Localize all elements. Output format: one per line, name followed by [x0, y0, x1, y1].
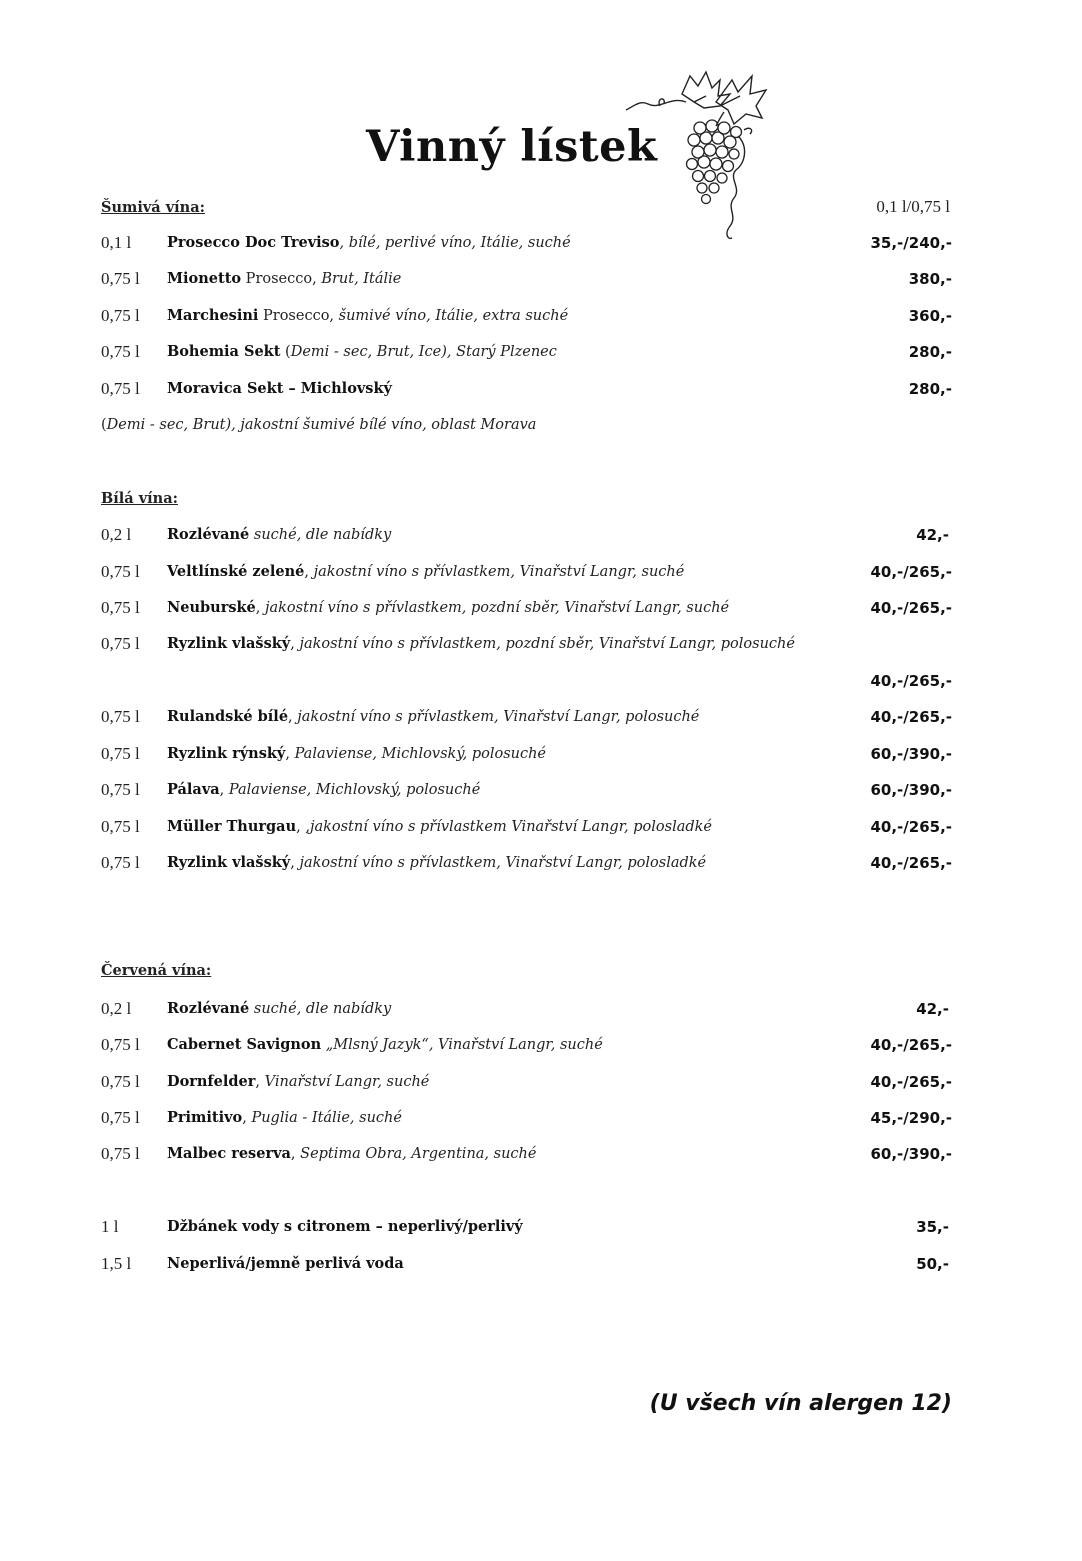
item-text: , [255, 1074, 265, 1090]
menu-item [101, 269, 952, 291]
item-name: Malbec reserva [167, 1145, 291, 1162]
grape-vine-icon [620, 66, 770, 246]
page-title: Vinný lístek [366, 122, 658, 172]
item-name: Prosecco Doc Treviso [167, 234, 340, 251]
item-description [167, 1000, 391, 1017]
item-description [167, 854, 706, 871]
section-heading-sparkling: Šumivá vína: [101, 199, 205, 216]
item-note [101, 417, 536, 433]
item-price: 40,-/265,- [870, 1073, 952, 1091]
section-heading-white: Bílá vína: [101, 490, 178, 507]
item-description [167, 635, 795, 652]
menu-item [101, 853, 952, 875]
item-details: jakostní víno s přívlastkem, Vinařství Langr, suché [313, 564, 685, 580]
item-name: Ryzlink vlašský [167, 635, 291, 652]
item-volume: 0,75 l [101, 379, 140, 398]
item-name: Marchesini [167, 307, 259, 324]
item-description [167, 1036, 603, 1053]
item-name: Cabernet Savignon [167, 1036, 322, 1053]
item-details: Demi - sec, Brut, Ice), Starý Plzenec [290, 344, 557, 360]
item-volume: 0,75 l [101, 562, 140, 581]
item-text: , [290, 636, 300, 652]
item-details: „Mlsný Jazyk“, Vinařství Langr, suché [325, 1037, 603, 1053]
menu-item [101, 634, 952, 656]
item-name: Rozlévané [167, 526, 250, 543]
item-name: Rulandské bílé [167, 708, 289, 725]
item-details: Palaviense, Michlovský, polosuché [228, 782, 481, 798]
item-description [167, 1218, 523, 1235]
menu-item [101, 1072, 952, 1094]
item-volume: 0,75 l [101, 634, 140, 653]
item-text: , [255, 600, 265, 616]
item-volume: 0,75 l [101, 707, 140, 726]
item-volume: 0,75 l [101, 780, 140, 799]
item-description [167, 563, 684, 580]
item-name: Müller Thurgau [167, 818, 297, 835]
item-text: , [242, 1110, 252, 1126]
item-details: jakostní víno s přívlastkem, Vinařství Langr, polosladké [299, 855, 707, 871]
item-price: 42,- [916, 526, 949, 544]
item-details: Vinařství Langr, suché [264, 1074, 430, 1090]
item-volume: 0,75 l [101, 853, 140, 872]
item-price: 42,- [916, 1000, 949, 1018]
menu-item [101, 562, 952, 584]
item-volume: 0,75 l [101, 269, 140, 288]
item-text: Prosecco, [258, 308, 339, 324]
menu-item [101, 233, 952, 255]
item-volume: 0,75 l [101, 1144, 140, 1163]
item-volume: 0,75 l [101, 817, 140, 836]
menu-item [101, 342, 952, 364]
item-name: Neperlivá/jemně perlivá voda [167, 1255, 404, 1272]
item-details: suché, dle nabídky [253, 1001, 392, 1017]
item-text: , [290, 1146, 301, 1162]
menu-item [101, 999, 952, 1021]
item-text: , [285, 746, 295, 762]
item-price: 35,-/240,- [870, 234, 952, 252]
item-details: Palaviense, Michlovský, polosuché [294, 746, 547, 762]
item-description [167, 234, 571, 251]
menu-item [101, 1108, 952, 1130]
item-price: 360,- [908, 307, 952, 325]
item-details: Puglia - Itálie, suché [251, 1110, 402, 1126]
menu-item [101, 1144, 952, 1166]
item-description [167, 526, 391, 543]
item-price: 280,- [908, 380, 952, 398]
item-volume: 0,75 l [101, 1035, 140, 1054]
item-price: 40,-/265,- [870, 599, 952, 617]
item-name: Veltlínské zelené [167, 563, 305, 580]
item-volume: 1 l [101, 1217, 119, 1236]
menu-item [101, 525, 952, 547]
item-description [167, 708, 699, 725]
item-description [167, 307, 568, 324]
item-details: jakostní víno s přívlastkem, pozdní sběr, Vinařství Langr, polosuché [299, 636, 795, 652]
item-name: Moravica Sekt – Michlovský [167, 380, 392, 397]
item-price: 45,-/290,- [870, 1109, 952, 1127]
item-name: Džbánek vody s citronem – neperlivý/perlivý [167, 1218, 523, 1235]
item-name: Rozlévané [167, 1000, 250, 1017]
item-description [167, 1145, 536, 1162]
item-volume: 0,75 l [101, 342, 140, 361]
section-heading-red: Červená vína: [101, 962, 212, 979]
column-header-volume: 0,1 l/0,75 l [876, 197, 950, 216]
item-price: 40,-/265,- [870, 563, 952, 581]
menu-item [101, 306, 952, 328]
item-price: 50,- [916, 1255, 949, 1273]
menu-item [101, 744, 952, 766]
item-volume: 0,75 l [101, 598, 140, 617]
item-volume: 0,75 l [101, 306, 140, 325]
item-price: 60,-/390,- [870, 1145, 952, 1163]
item-price: 60,-/390,- [870, 745, 952, 763]
note-details: Demi - sec, Brut), jakostní šumivé bílé víno, oblast Morava [106, 417, 537, 433]
item-details: , bílé, perlivé víno, Itálie, suché [339, 235, 571, 251]
item-details: šumivé víno, Itálie, extra suché [338, 308, 569, 324]
item-details: Septima Obra, Argentina, suché [300, 1146, 537, 1162]
item-details: Brut, Itálie [321, 271, 402, 287]
item-volume: 0,2 l [101, 999, 132, 1018]
item-text: , [304, 564, 314, 580]
item-price: 280,- [908, 343, 952, 361]
item-description [167, 599, 729, 616]
item-details: suché, dle nabídky [253, 527, 392, 543]
item-description [167, 380, 392, 397]
item-description [167, 745, 546, 762]
item-price: 40,-/265,- [870, 1036, 952, 1054]
menu-item [101, 817, 952, 839]
item-details: jakostní víno s přívlastkem, Vinařství Langr, polosuché [297, 709, 700, 725]
item-price: 40,-/265,- [870, 854, 952, 872]
item-description [167, 818, 712, 835]
item-text: ( [280, 344, 291, 360]
item-price: 40,-/265,- [870, 708, 952, 726]
item-volume: 0,2 l [101, 525, 132, 544]
item-volume: 0,75 l [101, 1108, 140, 1127]
item-name: Pálava [167, 781, 220, 798]
item-volume: 1,5 l [101, 1254, 132, 1273]
item-description [167, 270, 401, 287]
item-description [167, 781, 480, 798]
item-price: 40,-/265,- [870, 672, 952, 690]
item-volume: 0,75 l [101, 1072, 140, 1091]
menu-item [101, 1035, 952, 1057]
item-details: ,jakostní víno s přívlastkem Vinařství Langr, polosladké [305, 819, 713, 835]
item-description [167, 1109, 402, 1126]
item-text: , [219, 782, 229, 798]
item-price: 40,-/265,- [870, 818, 952, 836]
item-volume: 0,1 l [101, 233, 132, 252]
menu-item-price-continuation [101, 671, 952, 693]
item-price: 60,-/390,- [870, 781, 952, 799]
item-price: 35,- [916, 1218, 949, 1236]
item-description [167, 343, 557, 360]
item-text: , [296, 819, 306, 835]
item-text: , [288, 709, 298, 725]
item-description [167, 1073, 429, 1090]
item-details: jakostní víno s přívlastkem, pozdní sběr, Vinařství Langr, suché [265, 600, 730, 616]
item-volume: 0,75 l [101, 744, 140, 763]
item-name: Ryzlink rýnský [167, 745, 286, 762]
item-name: Neuburské [167, 599, 256, 616]
menu-item [101, 780, 952, 802]
item-description [167, 1255, 404, 1272]
item-price: 380,- [908, 270, 952, 288]
item-name: Primitivo [167, 1109, 243, 1126]
item-text: , [290, 855, 300, 871]
allergen-note: (U všech vín alergen 12) [649, 1391, 952, 1416]
menu-item [101, 707, 952, 729]
item-name: Dornfelder [167, 1073, 256, 1090]
item-name: Bohemia Sekt [167, 343, 281, 360]
menu-item [101, 1254, 952, 1276]
item-name: Mionetto [167, 270, 242, 287]
note-text: ( [101, 417, 107, 433]
menu-item [101, 598, 952, 620]
item-name: Ryzlink vlašský [167, 854, 291, 871]
menu-item [101, 1217, 952, 1239]
item-text: Prosecco, [241, 271, 322, 287]
menu-item [101, 379, 952, 401]
